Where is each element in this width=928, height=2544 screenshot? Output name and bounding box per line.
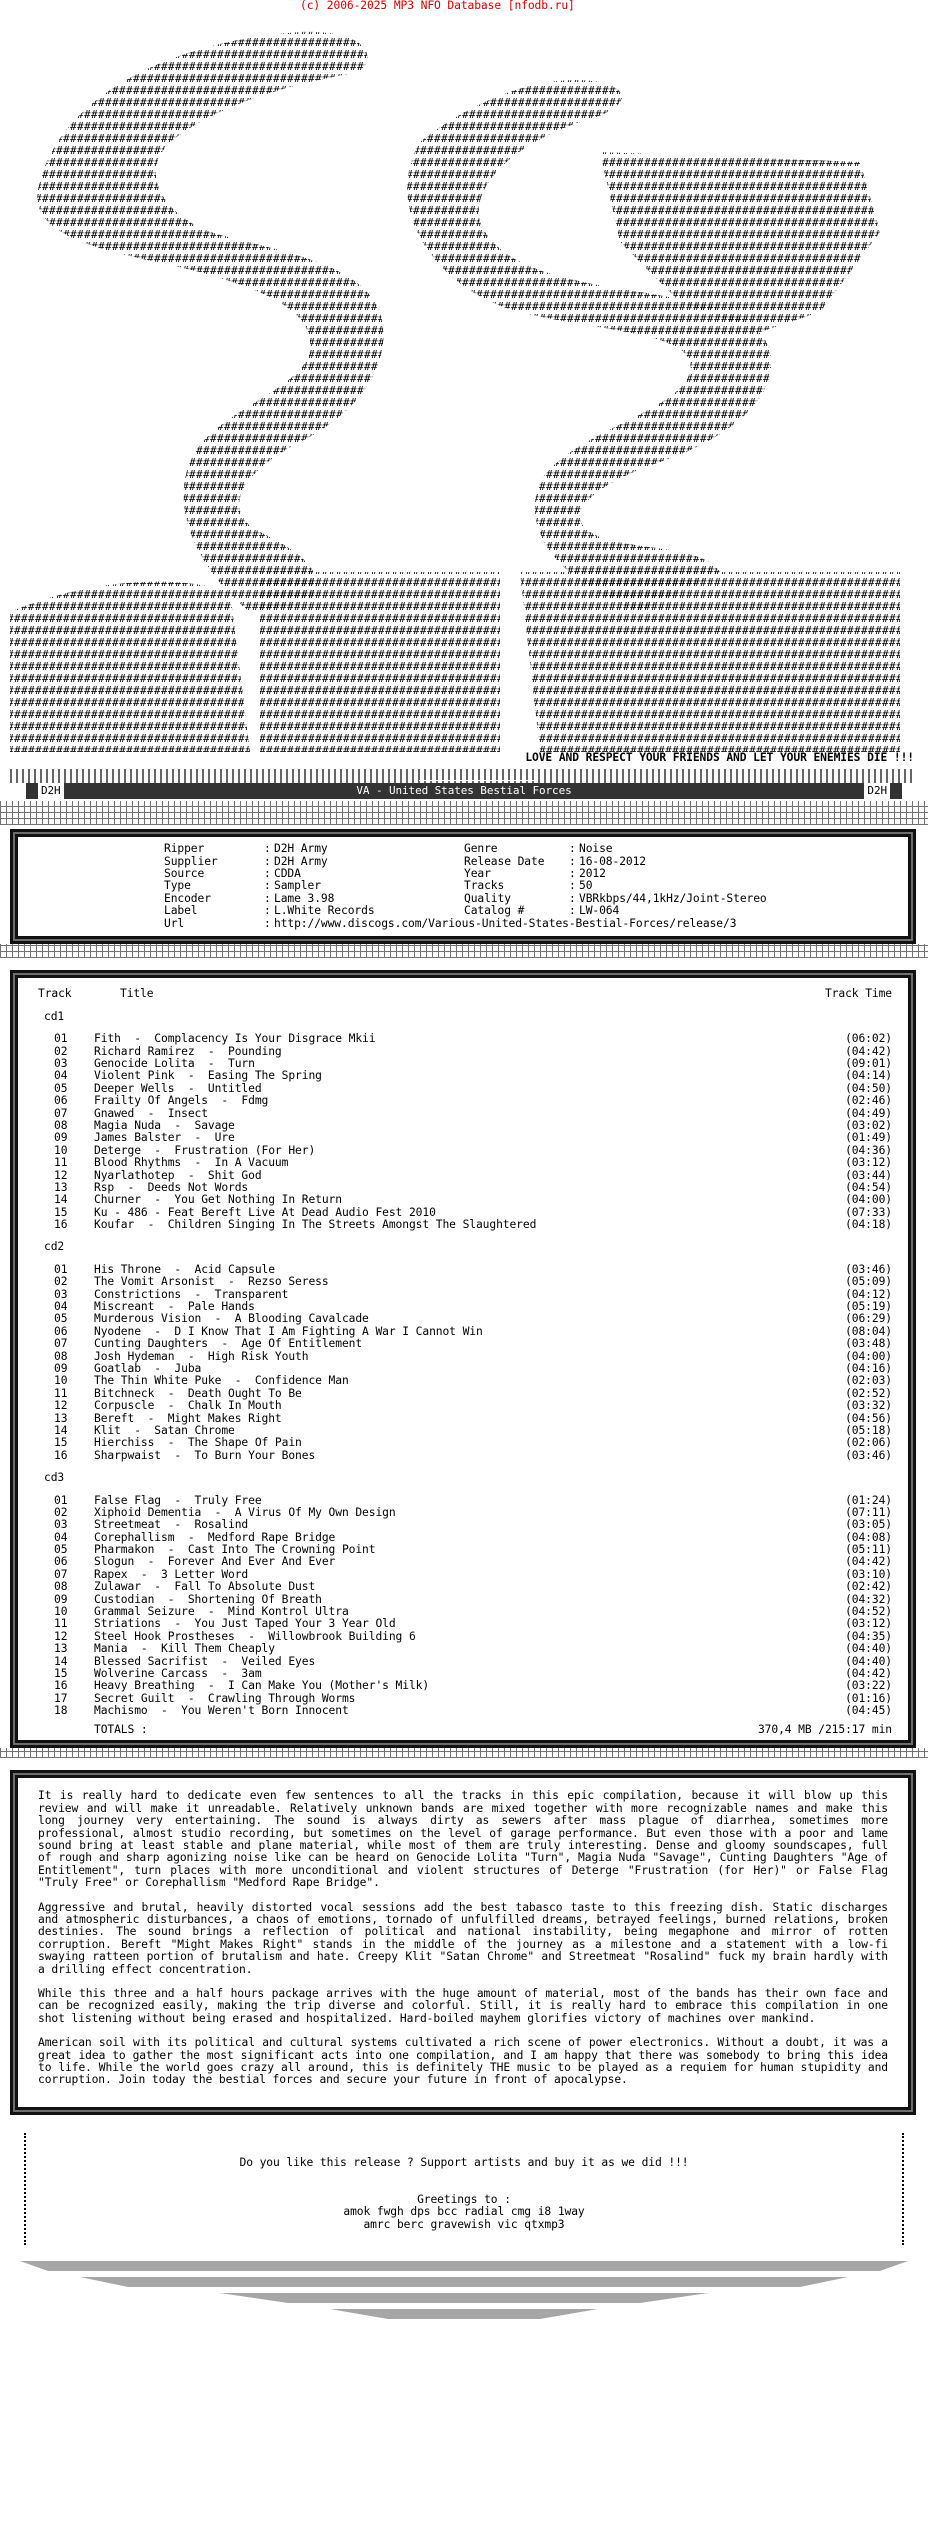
info-sep: : (264, 854, 271, 868)
track-time: (02:42) (845, 1580, 892, 1594)
track-time: (05:18) (845, 1423, 892, 1437)
track-name: Steel Hook Prostheses - Willowbrook Building 6 (94, 1629, 416, 1643)
track-row (34, 1095, 892, 1107)
logo-right-lower (520, 572, 900, 752)
track-time: (03:02) (845, 1118, 892, 1132)
info-sep: : (569, 854, 576, 868)
track-name: Rapex - 3 Letter Word (94, 1567, 249, 1581)
track-time: (03:22) (845, 1679, 892, 1693)
about-block (24, 2133, 904, 2245)
track-number: 08 (54, 1349, 68, 1363)
track-number: 13 (54, 1180, 68, 1194)
track-row (34, 1276, 892, 1288)
release-paragraph: American soil with its political and cultural systems cultivated a rich scene of power electronics. Without a doubt, it was a great idea to gather the most significant acts into one compilation, and I am happy that there was somebody to bring this idea to life. While the world goes crazy all around, this is definitely THE music to be played as a requiem for human stupidity and corruption. Join today the bestial forces and secure your future in front of apocalypse. (38, 2036, 888, 2087)
track-name: Cunting Daughters - Age Of Entitlement (94, 1337, 363, 1351)
track-time: (01:24) (845, 1493, 892, 1507)
totals-value: 370,4 MB /215:17 min (757, 1722, 892, 1736)
track-name: Striations - You Just Taped Your 3 Year Old (94, 1617, 396, 1631)
track-time: (03:32) (845, 1399, 892, 1413)
track-row (34, 1519, 892, 1531)
info-sep: : (264, 866, 271, 880)
track-time: (08:04) (845, 1324, 892, 1338)
track-time: (04:08) (845, 1530, 892, 1544)
track-number: 13 (54, 1411, 68, 1425)
track-name: Violent Pink - Easing The Spring (94, 1069, 322, 1083)
track-time: (03:44) (845, 1168, 892, 1182)
track-row (34, 1400, 892, 1412)
track-time: (07:33) (845, 1205, 892, 1219)
release-paragraph: While this three and a half hours package arrives with the huge amount of material, most of the bands has their own face and can be recognized easily, making the trip diverse and colorful. Still, it is really hard to embrace this compilation in one shot listening without being erased and hospitalized. Hard-boiled mayhem glorifies victory of machines over mankind. (38, 1987, 888, 2025)
track-name: Goatlab - Juba (94, 1362, 202, 1375)
track-number: 02 (54, 1505, 68, 1519)
track-number: 15 (54, 1205, 68, 1219)
info-key: Type (164, 879, 191, 893)
info-key: Catalog # (464, 904, 525, 918)
info-box (10, 829, 916, 944)
info-value: LW-064 (579, 904, 620, 918)
greetings-line-1: amok fwgh dps bcc radial cmg i8 1way (343, 2205, 585, 2219)
track-number: 14 (54, 1423, 68, 1437)
title-tag-right: D2H (864, 783, 890, 799)
track-number: 04 (54, 1530, 68, 1544)
track-number: 15 (54, 1667, 68, 1680)
track-name: Wolverine Carcass - 3am (94, 1667, 262, 1680)
logo-left-shape (37, 32, 383, 612)
track-time: (04:32) (845, 1592, 892, 1606)
pattern-band-1 (0, 801, 928, 825)
track-number: 07 (54, 1106, 68, 1120)
track-number: 12 (54, 1629, 68, 1643)
track-number: 03 (54, 1518, 68, 1532)
cd-label: cd2 (44, 1240, 65, 1254)
greetings-label: Greetings to : (417, 2192, 511, 2206)
track-name: Xiphoid Dementia - A Virus Of My Own Design (94, 1505, 396, 1519)
release-info-header (0, 1758, 928, 1770)
track-time: (03:46) (845, 1262, 892, 1276)
greetings-line-2: amrc berc gravewish vic qtxmp3 (363, 2217, 565, 2231)
info-key: Quality (464, 891, 511, 905)
track-time: (04:40) (845, 1642, 892, 1656)
info-sep: : (569, 891, 576, 905)
track-time: (02:52) (845, 1386, 892, 1400)
cd-label: cd1 (44, 1009, 65, 1023)
track-time: (04:40) (845, 1654, 892, 1668)
track-name: Ku - 486 - Feat Bereft Live At Dead Audio Fest 2010 (94, 1205, 436, 1219)
tracklist-header (0, 958, 928, 970)
track-number: 02 (54, 1275, 68, 1289)
track-time: (04:14) (845, 1069, 892, 1083)
track-name: Slogun - Forever And Ever And Ever (94, 1555, 336, 1569)
track-name: Fith - Complacency Is Your Disgrace Mkii (94, 1032, 376, 1046)
info-value: 50 (579, 879, 593, 893)
tracklist-columns (34, 988, 892, 1000)
copyright-line: (c) 2006-2025 MP3 NFO Database [nfodb.ru] (300, 0, 575, 12)
track-number: 12 (54, 1399, 68, 1413)
track-name: Genocide Lolita - Turn (94, 1057, 255, 1070)
track-number: 11 (54, 1156, 68, 1170)
track-time: (01:49) (845, 1131, 892, 1145)
info-sep: : (264, 842, 271, 856)
track-row (34, 1680, 892, 1692)
track-name: Machismo - You Weren't Born Innocent (94, 1704, 349, 1718)
track-time: (03:12) (845, 1617, 892, 1631)
totals-row (34, 1724, 892, 1736)
track-row (34, 1157, 892, 1169)
track-number: 10 (54, 1143, 68, 1157)
release-info-box (10, 1770, 916, 2115)
info-value: Noise (579, 842, 613, 856)
track-name: Deterge - Frustration (For Her) (94, 1143, 316, 1157)
info-grid (34, 843, 892, 917)
track-number: 06 (54, 1555, 68, 1569)
logo-left-lower (10, 582, 250, 752)
track-time: (04:52) (845, 1605, 892, 1619)
track-name: Secret Guilt - Crawling Through Worms (94, 1691, 356, 1705)
track-time: (09:01) (845, 1057, 892, 1070)
track-row (34, 1070, 892, 1082)
info-sep: : (569, 904, 576, 918)
track-time: (02:06) (845, 1436, 892, 1450)
track-number: 04 (54, 1300, 68, 1314)
track-name: Nyarlathotep - Shit God (94, 1168, 262, 1182)
url-row (34, 918, 892, 930)
title-tag-left: D2H (38, 783, 64, 799)
track-name: Sharpwaist - To Burn Your Bones (94, 1448, 316, 1462)
track-time: (06:02) (845, 1032, 892, 1046)
track-name: The Vomit Arsonist - Rezso Seress (94, 1275, 329, 1289)
track-time: (04:16) (845, 1362, 892, 1375)
track-time: (07:11) (845, 1505, 892, 1519)
footer-text (286, 2256, 668, 2257)
info-value: VBRkbps/44,1kHz/Joint-Stereo (579, 891, 767, 905)
track-number: 05 (54, 1081, 68, 1095)
cd-container (34, 1011, 892, 1718)
track-row (34, 1643, 892, 1655)
track-number: 05 (54, 1312, 68, 1326)
track-time: (05:11) (845, 1543, 892, 1557)
track-number: 11 (54, 1617, 68, 1631)
track-name: Bitchneck - Death Ought To Be (94, 1386, 302, 1400)
track-name: James Balster - Ure (94, 1131, 235, 1145)
info-key: Label (164, 904, 198, 918)
track-time: (02:03) (845, 1374, 892, 1388)
track-name: Frailty Of Angels - Fdmg (94, 1094, 269, 1108)
info-value: CDDA (274, 866, 301, 880)
track-time: (06:29) (845, 1312, 892, 1326)
track-number: 14 (54, 1654, 68, 1668)
info-key: Release Date (464, 854, 545, 868)
track-time: (04:12) (845, 1287, 892, 1301)
track-time: (04:54) (845, 1180, 892, 1194)
track-name: Hierchiss - The Shape Of Pain (94, 1436, 302, 1450)
info-value: Sampler (274, 879, 321, 893)
track-name: Deeper Wells - Untitled (94, 1081, 262, 1095)
footer-line (0, 2245, 928, 2257)
cd-label: cd3 (44, 1471, 65, 1485)
track-row (34, 1338, 892, 1350)
track-time: (04:35) (845, 1629, 892, 1643)
track-name: Koufar - Children Singing In The Streets Amongst The Slaughtered (94, 1218, 537, 1232)
track-name: Josh Hydeman - High Risk Youth (94, 1349, 309, 1363)
track-time: (03:05) (845, 1518, 892, 1532)
info-value: 16-08-2012 (579, 854, 647, 868)
info-sep: : (264, 904, 271, 918)
track-name: Mania - Kill Them Cheaply (94, 1642, 275, 1656)
track-number: 15 (54, 1436, 68, 1450)
track-time: (03:46) (845, 1448, 892, 1462)
track-number: 16 (54, 1218, 68, 1232)
about-header (0, 2121, 928, 2133)
track-number: 05 (54, 1543, 68, 1557)
track-time: (05:19) (845, 1300, 892, 1314)
track-row (34, 1132, 892, 1144)
track-name: Blessed Sacrifist - Veiled Eyes (94, 1654, 316, 1668)
track-name: Gnawed - Insect (94, 1106, 208, 1120)
track-row (34, 1581, 892, 1593)
track-number: 16 (54, 1448, 68, 1462)
track-number: 11 (54, 1386, 68, 1400)
track-time: (04:18) (845, 1218, 892, 1232)
track-name: Constrictions - Transparent (94, 1287, 289, 1301)
track-row (34, 1219, 892, 1231)
track-name: Miscreant - Pale Hands (94, 1300, 255, 1314)
release-title: VA - United States Bestial Forces (356, 784, 572, 798)
track-time: (04:42) (845, 1044, 892, 1058)
track-number: 01 (54, 1493, 68, 1507)
track-row (34, 1437, 892, 1449)
track-number: 18 (54, 1704, 68, 1718)
track-number: 07 (54, 1337, 68, 1351)
track-number: 07 (54, 1567, 68, 1581)
ascii-logo-art (0, 12, 928, 752)
pattern-band-3 (0, 1748, 928, 1758)
release-paragraph: Aggressive and brutal, heavily distorted vocal sessions add the best tabasco taste to this freezing dish. Static discharges and atmospheric disturbances, a chaos of emotions, tornado of unfulfilled dreams, betrayed feelings, burned relations, broken destinies. The sound brings a reflection of political and national instability, being megaphone and mirror of rotten corruption. Bereft "Might Makes Right" stands in the middle of the journey as a milestone and a statement with a low-fi swaying ratteen portion of brutalism and hate. Creepy Klit "Satan Chrome" and Streetmeat "Rosalind" fuck my brain hardly with a drilling effect concentration. (38, 1900, 888, 1976)
track-name: Bereft - Might Makes Right (94, 1411, 282, 1425)
col-time: Track Time (824, 987, 892, 1001)
info-value: 2012 (579, 866, 606, 880)
track-row (34, 1033, 892, 1045)
info-sep: : (569, 842, 576, 856)
track-name: Corephallism - Medford Rape Bridge (94, 1530, 336, 1544)
track-time: (01:16) (845, 1691, 892, 1705)
track-time: (03:10) (845, 1567, 892, 1581)
totals-label: TOTALS : (94, 1722, 148, 1736)
tracklist-label (414, 969, 540, 970)
url-key: Url (164, 916, 185, 930)
track-name: Heavy Breathing - I Can Make You (Mother's Milk) (94, 1679, 430, 1693)
footer-taper (0, 2257, 928, 2327)
tracklist-box (10, 970, 916, 1748)
track-time: (02:46) (845, 1094, 892, 1108)
track-number: 16 (54, 1679, 68, 1693)
url-sep: : (264, 916, 271, 930)
release-title-bar (26, 783, 902, 799)
track-time: (04:49) (845, 1106, 892, 1120)
track-name: Magia Nuda - Savage (94, 1118, 235, 1132)
track-number: 17 (54, 1691, 68, 1705)
track-number: 03 (54, 1287, 68, 1301)
info-sep: : (569, 866, 576, 880)
track-time: (04:42) (845, 1555, 892, 1569)
track-number: 04 (54, 1069, 68, 1083)
track-number: 08 (54, 1118, 68, 1132)
logo-mid-lower (260, 572, 500, 752)
track-time: (03:12) (845, 1156, 892, 1170)
track-time: (04:56) (845, 1411, 892, 1425)
track-time: (04:45) (845, 1704, 892, 1718)
info-value: L.White Records (274, 904, 375, 918)
info-key: Year (464, 866, 491, 880)
track-row (34, 1313, 892, 1325)
track-row (34, 1705, 892, 1717)
track-name: Klit - Satan Chrome (94, 1423, 235, 1437)
track-number: 06 (54, 1094, 68, 1108)
track-name: Churner - You Get Nothing In Return (94, 1193, 342, 1207)
about-support-text: Do you like this release ? Support artists and buy it as we did !!! (239, 2156, 689, 2170)
info-key: Supplier (164, 854, 218, 868)
info-sep: : (264, 879, 271, 893)
info-value: D2H Army (274, 842, 328, 856)
track-time: (04:00) (845, 1193, 892, 1207)
track-number: 12 (54, 1168, 68, 1182)
track-row (34, 1618, 892, 1630)
track-number: 09 (54, 1362, 68, 1375)
track-number: 14 (54, 1193, 68, 1207)
info-key: Ripper (164, 842, 205, 856)
track-name: False Flag - Truly Free (94, 1493, 262, 1507)
track-number: 10 (54, 1605, 68, 1619)
pattern-band-2 (0, 944, 928, 958)
track-number: 02 (54, 1044, 68, 1058)
track-row (34, 1194, 892, 1206)
track-row (34, 1450, 892, 1462)
track-name: Blood Rhythms - In A Vacuum (94, 1156, 289, 1170)
track-number: 09 (54, 1592, 68, 1606)
track-name: Corpuscle - Chalk In Mouth (94, 1399, 282, 1413)
track-number: 13 (54, 1642, 68, 1656)
track-name: Rsp - Deeds Not Words (94, 1180, 249, 1194)
presents-label (419, 780, 536, 781)
col-title: Title (120, 987, 154, 1001)
track-name: The Thin White Puke - Confidence Man (94, 1374, 349, 1388)
track-number: 03 (54, 1057, 68, 1070)
info-sep: : (569, 879, 576, 893)
track-name: Streetmeat - Rosalind (94, 1518, 249, 1532)
track-row (34, 1375, 892, 1387)
info-sep: : (264, 891, 271, 905)
track-number: 06 (54, 1324, 68, 1338)
track-name: Grammal Seizure - Mind Kontrol Ultra (94, 1605, 349, 1619)
track-number: 09 (54, 1131, 68, 1145)
presents-header (0, 769, 928, 781)
track-time: (04:42) (845, 1667, 892, 1680)
about-label (447, 2132, 507, 2133)
info-value: D2H Army (274, 854, 328, 868)
info-key: Tracks (464, 879, 505, 893)
track-name: Murderous Vision - A Blooding Cavalcade (94, 1312, 369, 1326)
tagline: LOVE AND RESPECT YOUR FRIENDS AND LET YOUR ENEMIES DIE !!! (525, 752, 914, 765)
track-time: (03:48) (845, 1337, 892, 1351)
track-name: Zulawar - Fall To Absolute Dust (94, 1580, 316, 1594)
track-time: (04:50) (845, 1081, 892, 1095)
release-paragraph: It is really hard to dedicate even few sentences to all the tracks in this epic compilation, because it will blow up this review and will make it unreadable. Relatively unknown bands are mixed together with more recognizable names and make this long journey very entertaining. The sound is always dirty as sewers after mass plague of diarrhea, sometimes more professional, almost studio recording, but sometimes on the level of garage performance. But even those with a poor and lame sound bring at least stable and plane material, while most of them are truly interesting. Dense and gloomy soundscapes, full of rough and sharp agonizing noise like can be heard on Genocide Lolita "Turn", Magia Nuda "Savage", Cunting Daughters "Age of Entitlement", turn places with more unconditional and violent structures of Deterge "Frustration (for Her)" or False Flag "Truly Free" or Corephallism "Medford Rape Bridge". (38, 1789, 888, 1890)
track-name: His Throne - Acid Capsule (94, 1262, 275, 1276)
track-number: 10 (54, 1374, 68, 1388)
release-info-label (394, 1769, 560, 1770)
track-name: Nyodene - D I Know That I Am Fighting A War I Cannot Win (94, 1324, 483, 1338)
track-number: 08 (54, 1580, 68, 1594)
track-number: 01 (54, 1262, 68, 1276)
track-number: 01 (54, 1032, 68, 1046)
info-key: Genre (464, 842, 498, 856)
track-name: Richard Ramirez - Pounding (94, 1044, 282, 1058)
info-value: Lame 3.98 (274, 891, 335, 905)
info-key: Source (164, 866, 205, 880)
info-key: Encoder (164, 891, 211, 905)
col-track: Track (38, 987, 72, 1001)
track-name: Custodian - Shortening Of Breath (94, 1592, 322, 1606)
track-name: Pharmakon - Cast Into The Crowning Point (94, 1543, 376, 1557)
url-value[interactable]: http://www.discogs.com/Various-United-States-Bestial-Forces/release/3 (274, 917, 737, 930)
track-time: (05:09) (845, 1275, 892, 1289)
track-time: (04:00) (845, 1349, 892, 1363)
track-time: (04:36) (845, 1143, 892, 1157)
